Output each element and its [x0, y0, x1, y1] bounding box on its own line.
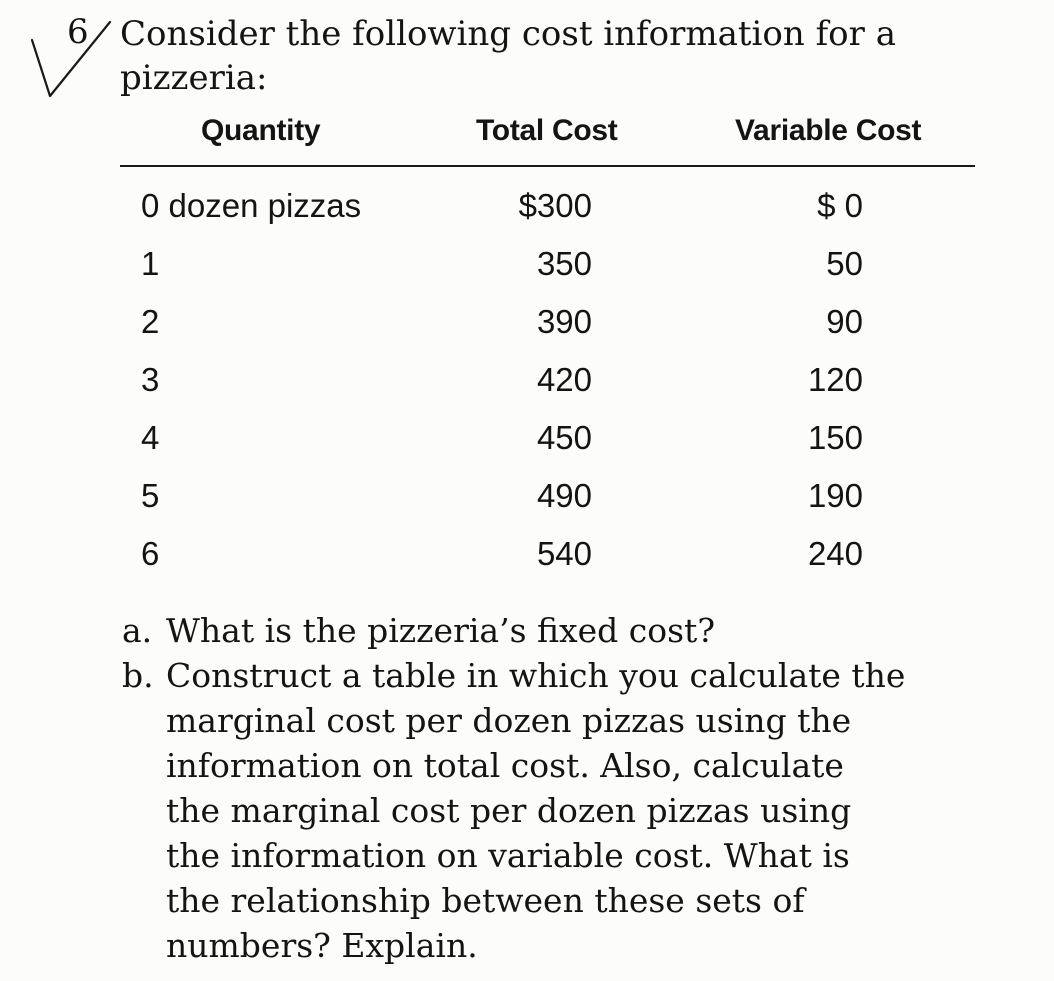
cell-variable-cost: 50	[826, 245, 863, 282]
cell-variable-cost: 90	[826, 303, 863, 340]
header-total-cost: Total Cost	[476, 114, 618, 147]
cell-quantity: 6	[141, 535, 160, 572]
cell-quantity: 0 dozen pizzas	[141, 187, 362, 224]
part-label: b.	[122, 656, 154, 695]
header-quantity: Quantity	[201, 114, 321, 147]
cell-total-cost: 390	[536, 303, 592, 340]
question-number: 6	[67, 12, 89, 52]
table-row	[0, 360, 1054, 400]
part-text: What is the pizzeria’s fixed cost?	[166, 611, 716, 650]
table-header-rule	[120, 165, 975, 167]
cell-total-cost: 540	[536, 535, 592, 572]
table-row	[0, 418, 1054, 458]
table-row	[0, 186, 1054, 226]
table-row	[0, 534, 1054, 574]
cell-total-cost: 490	[536, 477, 592, 514]
cell-quantity: 5	[141, 477, 160, 514]
cell-variable-cost: 150	[807, 419, 863, 456]
cell-total-cost: 350	[536, 245, 592, 282]
cell-quantity: 3	[141, 361, 160, 398]
part-label: a.	[122, 611, 153, 650]
question-part-a	[122, 608, 922, 653]
table-row	[0, 302, 1054, 342]
cell-variable-cost: 240	[807, 535, 863, 572]
cell-total-cost: 420	[536, 361, 592, 398]
header-variable-cost: Variable Cost	[735, 114, 922, 147]
cell-total-cost: 450	[536, 419, 592, 456]
cell-total-cost: $300	[518, 187, 592, 224]
table-row	[0, 476, 1054, 516]
part-text: Construct a table in which you calculate the marginal cost per dozen pizzas using the information on total cost. Also, calculate the marginal cost per dozen pizzas using the information on variable cost. What is the relationship between these sets of numbers? Explain.	[166, 656, 906, 965]
question-stem: Consider the following cost information for a pizzeria:	[120, 14, 896, 98]
cell-quantity: 4	[141, 419, 160, 456]
question-part-b	[122, 653, 922, 973]
table-row	[0, 244, 1054, 284]
cell-variable-cost: 190	[807, 477, 863, 514]
cell-variable-cost: 120	[807, 361, 863, 398]
cell-quantity: 2	[141, 303, 160, 340]
cell-variable-cost: $ 0	[817, 187, 863, 224]
cell-quantity: 1	[141, 245, 160, 282]
